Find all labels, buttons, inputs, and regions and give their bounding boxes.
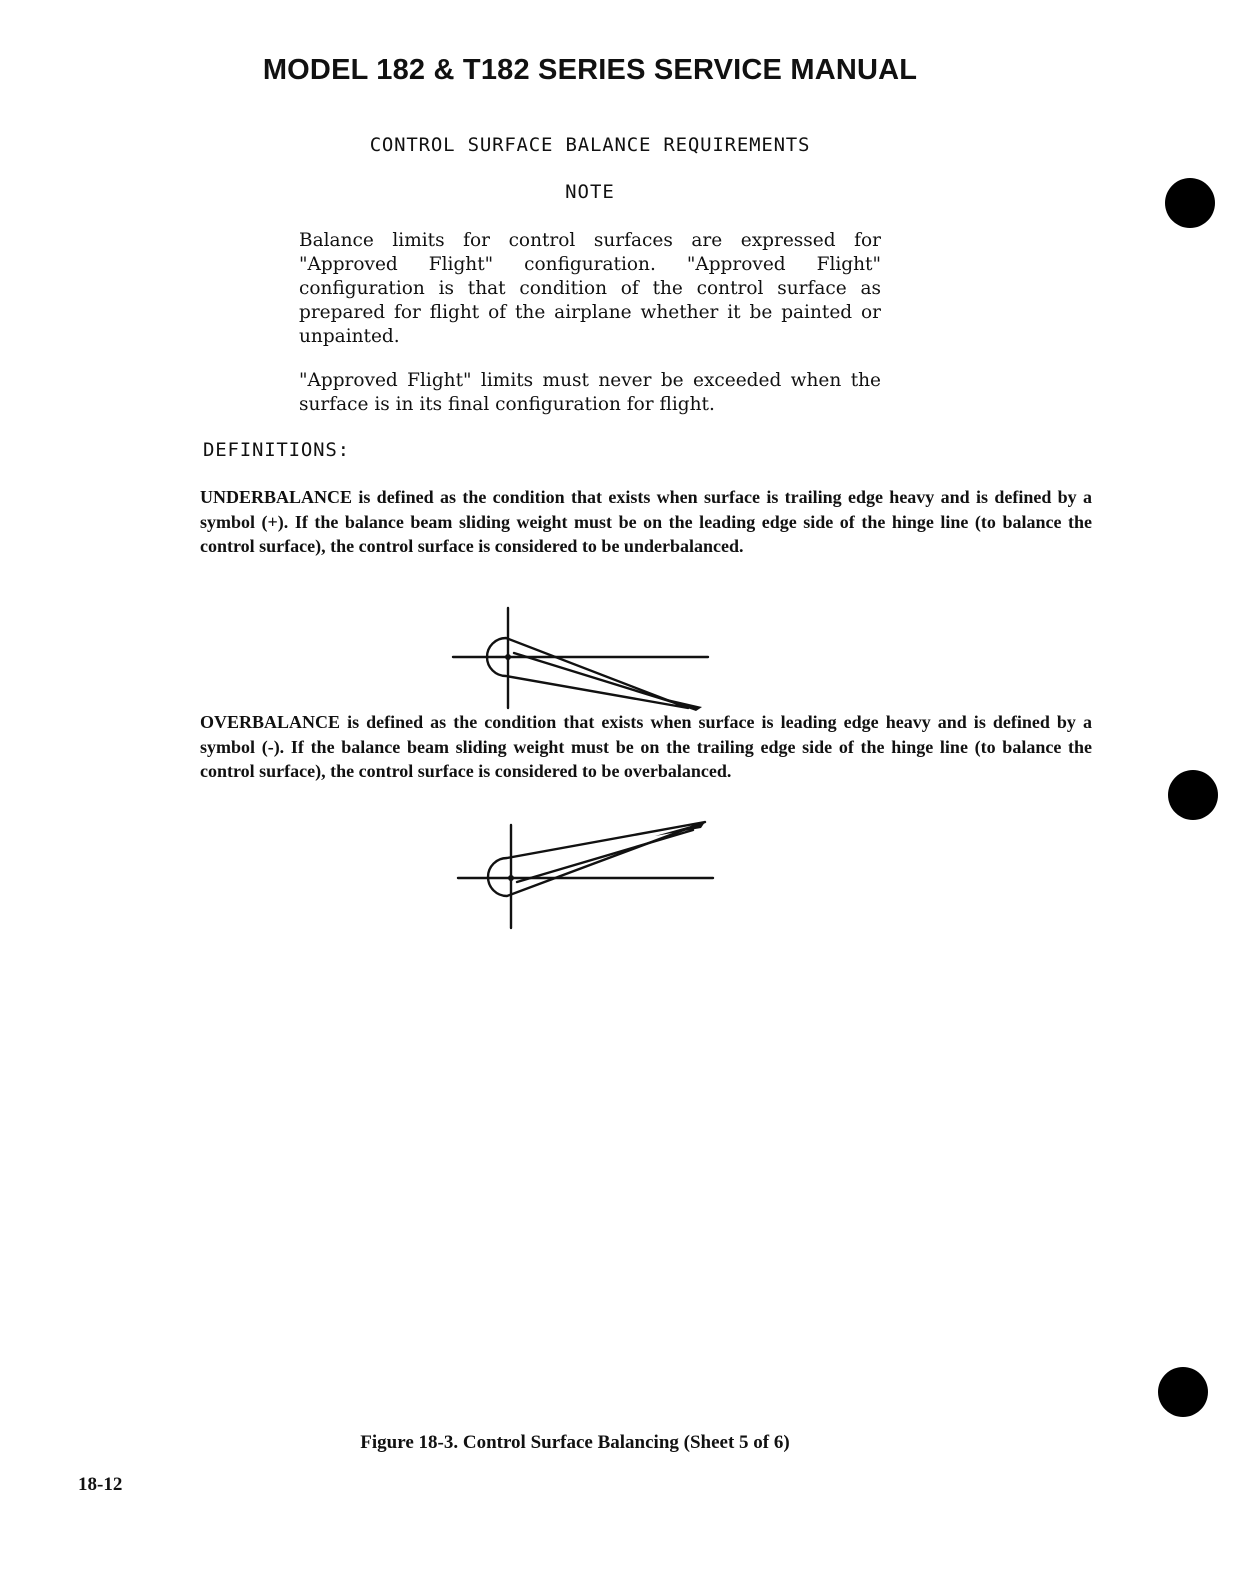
- revision-bullet-icon: [1165, 178, 1215, 228]
- hinge-point: [505, 654, 511, 660]
- definitions-heading: DEFINITIONS:: [203, 439, 350, 461]
- section-title: CONTROL SURFACE BALANCE REQUIREMENTS: [369, 134, 811, 156]
- revision-bullet-icon: [1158, 1367, 1208, 1417]
- underbalance-definition: UNDERBALANCE is defined as the condition that exists when surface is trailing edge heavy and is defined by a symbol (+). If the balance beam sliding weight must be on the leading edge side of the hinge line (to balance the control surface), the control surface is considered to be underbalanced.: [200, 487, 1092, 556]
- overbalance-diagram: [455, 818, 735, 933]
- revision-bullet-icon: [1168, 770, 1218, 820]
- hinge-point: [508, 875, 514, 881]
- control-surface-camber-line: [517, 830, 693, 882]
- note-heading: NOTE: [565, 181, 615, 203]
- note-paragraph-1: Balance limits for control surfaces are expressed for "Approved Flight" configuration. "Approved Flight" configuration is that condition of the control surface as prepared for flight of the airplane whether it be painted or unpainted.: [299, 230, 881, 347]
- page-number: 18-12: [78, 1474, 123, 1495]
- page-title: MODEL 182 & T182 SERIES SERVICE MANUAL: [262, 54, 918, 86]
- overbalance-definition: OVERBALANCE is defined as the condition that exists when surface is leading edge heavy and is defined by a symbol (-). If the balance beam sliding weight must be on the trailing edge side of the hinge line (to balance the control surface), the control surface is considered to be overbalanced.: [200, 712, 1092, 781]
- underbalance-diagram: [450, 605, 730, 715]
- note-paragraph-2: "Approved Flight" limits must never be exceeded when the surface is in its final configuration for flight.: [299, 370, 881, 415]
- figure-caption: Figure 18-3. Control Surface Balancing (Sheet 5 of 6): [360, 1432, 790, 1453]
